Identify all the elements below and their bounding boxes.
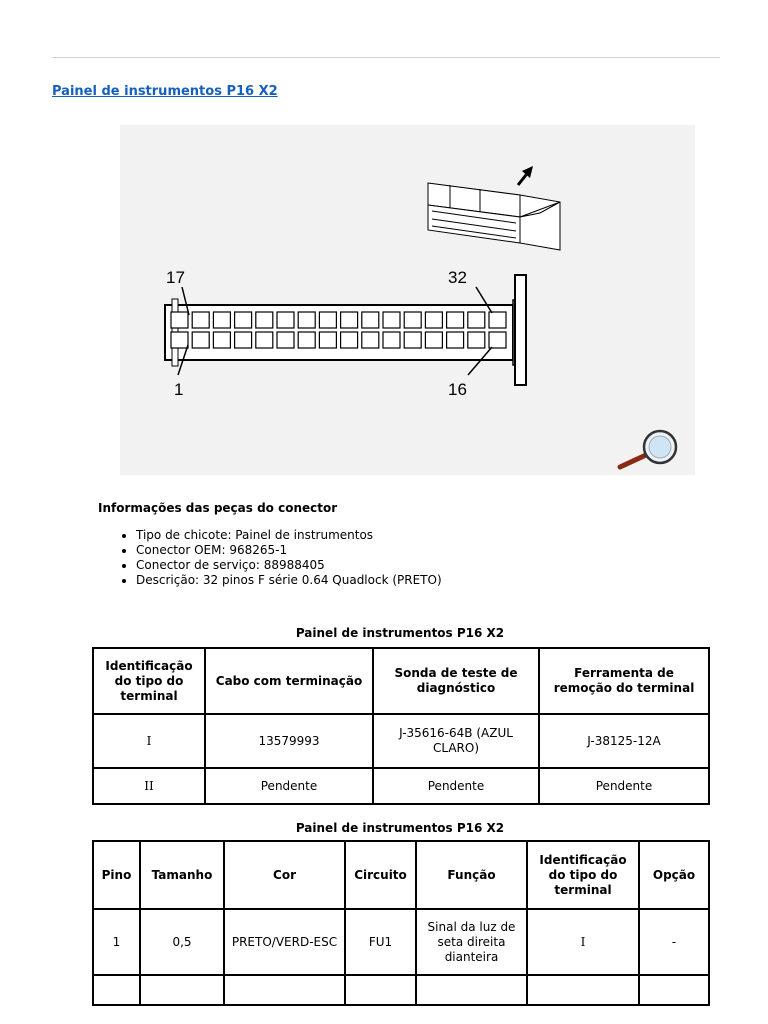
pin-cavity <box>468 332 485 348</box>
table-cell: Pendente <box>539 768 709 804</box>
table-cell: PRETO/VERD-ESC <box>224 909 345 975</box>
table-cell: I <box>527 909 639 975</box>
table-cell: Sinal da luz de seta direita dianteira <box>416 909 527 975</box>
pinout-table <box>92 840 710 1006</box>
pin-cavity <box>192 312 209 328</box>
pin-cavity <box>298 332 315 348</box>
pin-cavity <box>362 312 379 328</box>
pin-cavity <box>425 312 442 328</box>
pin-cavity <box>404 332 421 348</box>
pin-cavity <box>213 312 230 328</box>
info-item-harness: • Tipo de chicote: Painel de instrumentos <box>136 528 442 543</box>
top-divider <box>52 57 720 58</box>
pin-cavity <box>277 332 294 348</box>
col-header-circuit: Circuito <box>345 841 416 909</box>
pin-cavity <box>383 332 400 348</box>
table-cell: J-38125-12A <box>539 714 709 768</box>
col-header-release-tool: Ferramenta de remoção do terminal <box>539 648 709 714</box>
pin-cavity <box>425 332 442 348</box>
diagram-background <box>120 125 695 475</box>
col-header-option: Opção <box>639 841 709 909</box>
col-header-color: Cor <box>224 841 345 909</box>
table-cell <box>639 975 709 1005</box>
col-header-test-probe: Sonda de teste de diagnóstico <box>373 648 539 714</box>
table-cell: 0,5 <box>140 909 224 975</box>
pin-cavity <box>341 332 358 348</box>
table-row <box>93 768 709 804</box>
table-cell: II <box>93 768 205 804</box>
pin-cavity <box>192 332 209 348</box>
pin-cavity <box>256 332 273 348</box>
connector-info-list <box>118 528 442 588</box>
col-header-terminal-type: Identificação do tipo do terminal <box>93 648 205 714</box>
col-header-terminated-lead: Cabo com terminação <box>205 648 373 714</box>
table-cell: 13579993 <box>205 714 373 768</box>
table-cell: 1 <box>93 909 140 975</box>
table-cell <box>224 975 345 1005</box>
info-item-oem: • Conector OEM: 968265-1 <box>136 543 442 558</box>
table-cell <box>93 975 140 1005</box>
pin-cavity <box>213 332 230 348</box>
pin-cavity <box>235 332 252 348</box>
pin-cavity <box>277 312 294 328</box>
table-cell: Pendente <box>373 768 539 804</box>
pin-label-16: 16 <box>448 380 467 399</box>
table-header-row <box>93 841 709 909</box>
pin-cavity <box>235 312 252 328</box>
table-row <box>93 714 709 768</box>
pin-cavity <box>319 332 336 348</box>
col-header-terminal-type: Identificação do tipo do terminal <box>527 841 639 909</box>
table-cell: - <box>639 909 709 975</box>
table-cell <box>345 975 416 1005</box>
pin-label-17: 17 <box>166 268 185 287</box>
pin-cavity <box>383 312 400 328</box>
info-item-description: • Descrição: 32 pinos F série 0.64 Quadlock (PRETO) <box>136 573 442 588</box>
table-cell <box>140 975 224 1005</box>
pin-cavity <box>447 312 464 328</box>
terminal-tools-table <box>92 647 710 805</box>
col-header-pin: Pino <box>93 841 140 909</box>
table1-caption: Painel de instrumentos P16 X2 <box>295 626 505 640</box>
pin-cavity <box>489 332 506 348</box>
pin-label-1: 1 <box>174 380 184 399</box>
table2-caption: Painel de instrumentos P16 X2 <box>295 821 505 835</box>
table-cell: I <box>93 714 205 768</box>
table-cell <box>416 975 527 1005</box>
pin-label-32: 32 <box>448 268 467 287</box>
pin-cavity <box>298 312 315 328</box>
table-row <box>93 909 709 975</box>
col-header-size: Tamanho <box>140 841 224 909</box>
pin-cavity <box>319 312 336 328</box>
pin-cavity <box>256 312 273 328</box>
table-cell: J-35616-64B (AZUL CLARO) <box>373 714 539 768</box>
info-item-service: • Conector de serviço: 88988405 <box>136 558 442 573</box>
page-title-link[interactable]: Painel de instrumentos P16 X2 <box>52 84 278 99</box>
pin-cavity <box>404 312 421 328</box>
connector-info-heading: Informações das peças do conector <box>98 501 338 515</box>
pin-cavity <box>362 332 379 348</box>
pin-cavity <box>171 312 188 328</box>
pin-cavity <box>447 332 464 348</box>
table-row <box>93 975 709 1005</box>
table-cell <box>527 975 639 1005</box>
pin-cavity <box>341 312 358 328</box>
col-header-function: Função <box>416 841 527 909</box>
table-cell: Pendente <box>205 768 373 804</box>
pin-cavity <box>468 312 485 328</box>
pin-cavity <box>489 312 506 328</box>
connector-diagram <box>120 125 695 475</box>
pin-cavity <box>171 332 188 348</box>
table-header-row <box>93 648 709 714</box>
table-cell: FU1 <box>345 909 416 975</box>
